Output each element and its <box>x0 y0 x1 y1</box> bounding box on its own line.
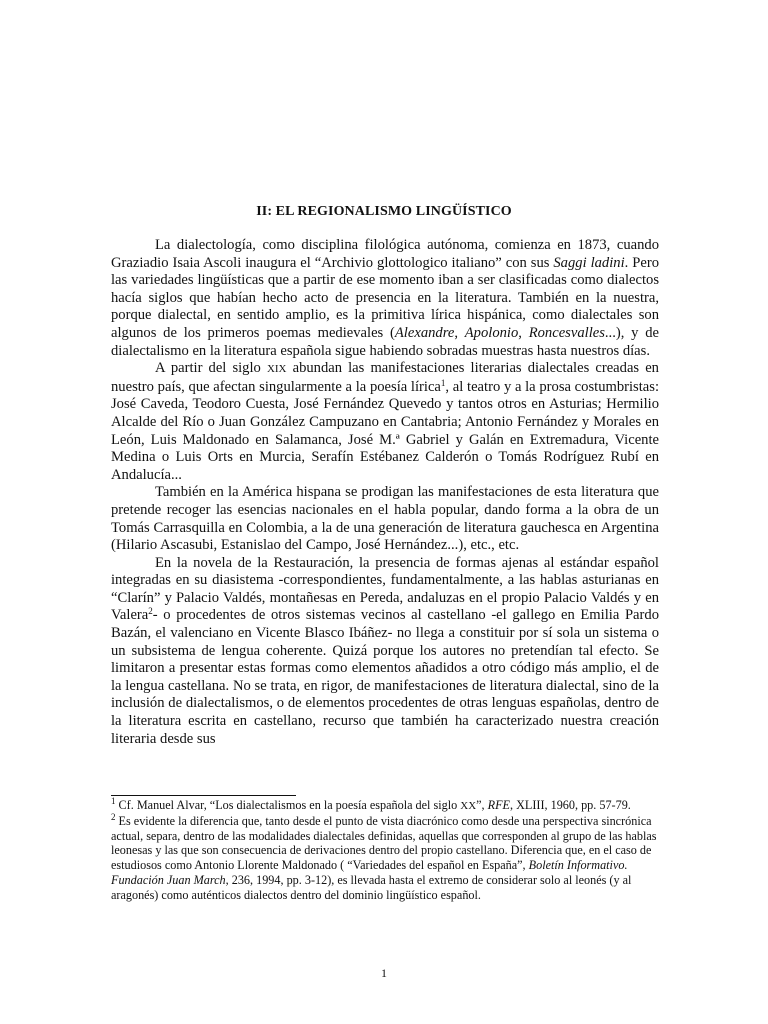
footnote-2: $^2$ Es evidente la diferencia que, tanto desde el punto de vista diacrónico como desde una perspectiva sincrónica actual, separa, dentro de las modalidades dialectales definidas, aquellas que corresponden al grupo de las hablas leonesas y las que son consecuencia de derivaciones dentro del propio castellano. Diferencia que, en el caso de estudiosos como Antonio Llorente Maldonado ( “Variedades del español en España”, Boletín Informativo. Fundación Juan March, 236, 1994, pp. 3-12), es llevada hasta el extremo de considerar solo al leonés (y al aragonés) como auténticos dialectos dentro del dominio lingüístico español. <box>111 811 657 902</box>
chapter-title: II: EL REGIONALISMO LINGÜÍSTICO <box>256 204 512 219</box>
paragraph-1: La dialectología, como disciplina filológica autónoma, comienza en 1873, cuando Graziadio Isaia Ascoli inaugura el “Archivio glottologico italiano” con sus Saggi ladini. Pero las variedades lingüísticas que a partir de ese momento iban a ser clasificadas como dialectos hacía siglos que habían hecho acto de presencia en la literatura. También en la nuestra, porque dialectal, en sentido amplio, es la primitiva lírica hispánica, como dialectales son algunos de los primeros poemas medievales (Alexandre, Apolonio, Roncesvalles...), y de dialectalismo en la literatura española sigue habiendo sobradas muestras hasta nuestros días. <box>111 237 660 359</box>
footnote-ref-1[interactable]: 1 <box>440 377 446 388</box>
footnote-divider <box>111 795 296 796</box>
paragraph-4: En la novela de la Restauración, la presencia de formas ajenas al estándar español integradas en su diasistema -correspondientes, fundamentalmente, a las hablas asturianas en “Clarín” y Palacio Valdés, montañesas en Pereda, andaluzas en el propio Palacio Valdés y en Valera$^2$- o procedentes de otros sistemas vecinos al castellano -el gallego en Emilia Pardo Bazán, el valenciano en Vicente Blasco Ibáñez- no llega a constituir por sí sola un sistema o un subsistema de lengua coherente. Quizá porque los autores no pretendían tal efecto. Se limitaron a presentar estas formas como elementos añadidos a otro código más amplio, el de la lengua castellana. No se trata, en rigor, de manifestaciones de literatura dialectal, sino de la inclusión de dialectalismos, o de elementos procedentes de otras lenguas españolas, dentro de la literatura escrita en castellano, recurso que también ha caracterizado nuestra creación literaria desde sus <box>111 554 659 747</box>
footnote-ref-2[interactable]: 2 <box>148 606 153 617</box>
page-number: 1 <box>381 966 387 980</box>
paragraph-2: A partir del siglo XIX abundan las manifestaciones literarias dialectales creadas en nuestro país, que afectan singularmente a la poesía lírica$^1$, al teatro y a la prosa costumbristas: José Caveda, Teodoro Cuesta, José Fernández Quevedo y tantos otros en Asturias; Hermilio Alcalde del Río o Juan González Campuzano en Cantabria; Antonio Fernández y Morales en León, Luis Maldonado en Salamanca, José M.ª Gabriel y Galán en Extremadura, Vicente Medina o Luis Orts en Murcia, Serafín Estébanez Calderón o Tomás Rodríguez Rubí en Andalucía... <box>111 360 660 483</box>
paragraph-3: También en la América hispana se prodigan las manifestaciones de esta literatura que pretende recoger las esencias nacionales en el habla popular, dando forma a la obra de un Tomás Carrasquilla en Colombia, a la de una generación de literatura gauchesca en Argentina (Hilario Ascasubi, Estanislao del Campo, José Hernández...), etc., etc. <box>111 484 659 554</box>
body-text <box>111 237 659 748</box>
footnote-1: $^1$ Cf. Manuel Alvar, “Los dialectalismos en la poesía española del siglo XX”, RFE, XLIII, 1960, pp. 57-79. <box>111 796 631 812</box>
footnotes <box>111 798 659 903</box>
